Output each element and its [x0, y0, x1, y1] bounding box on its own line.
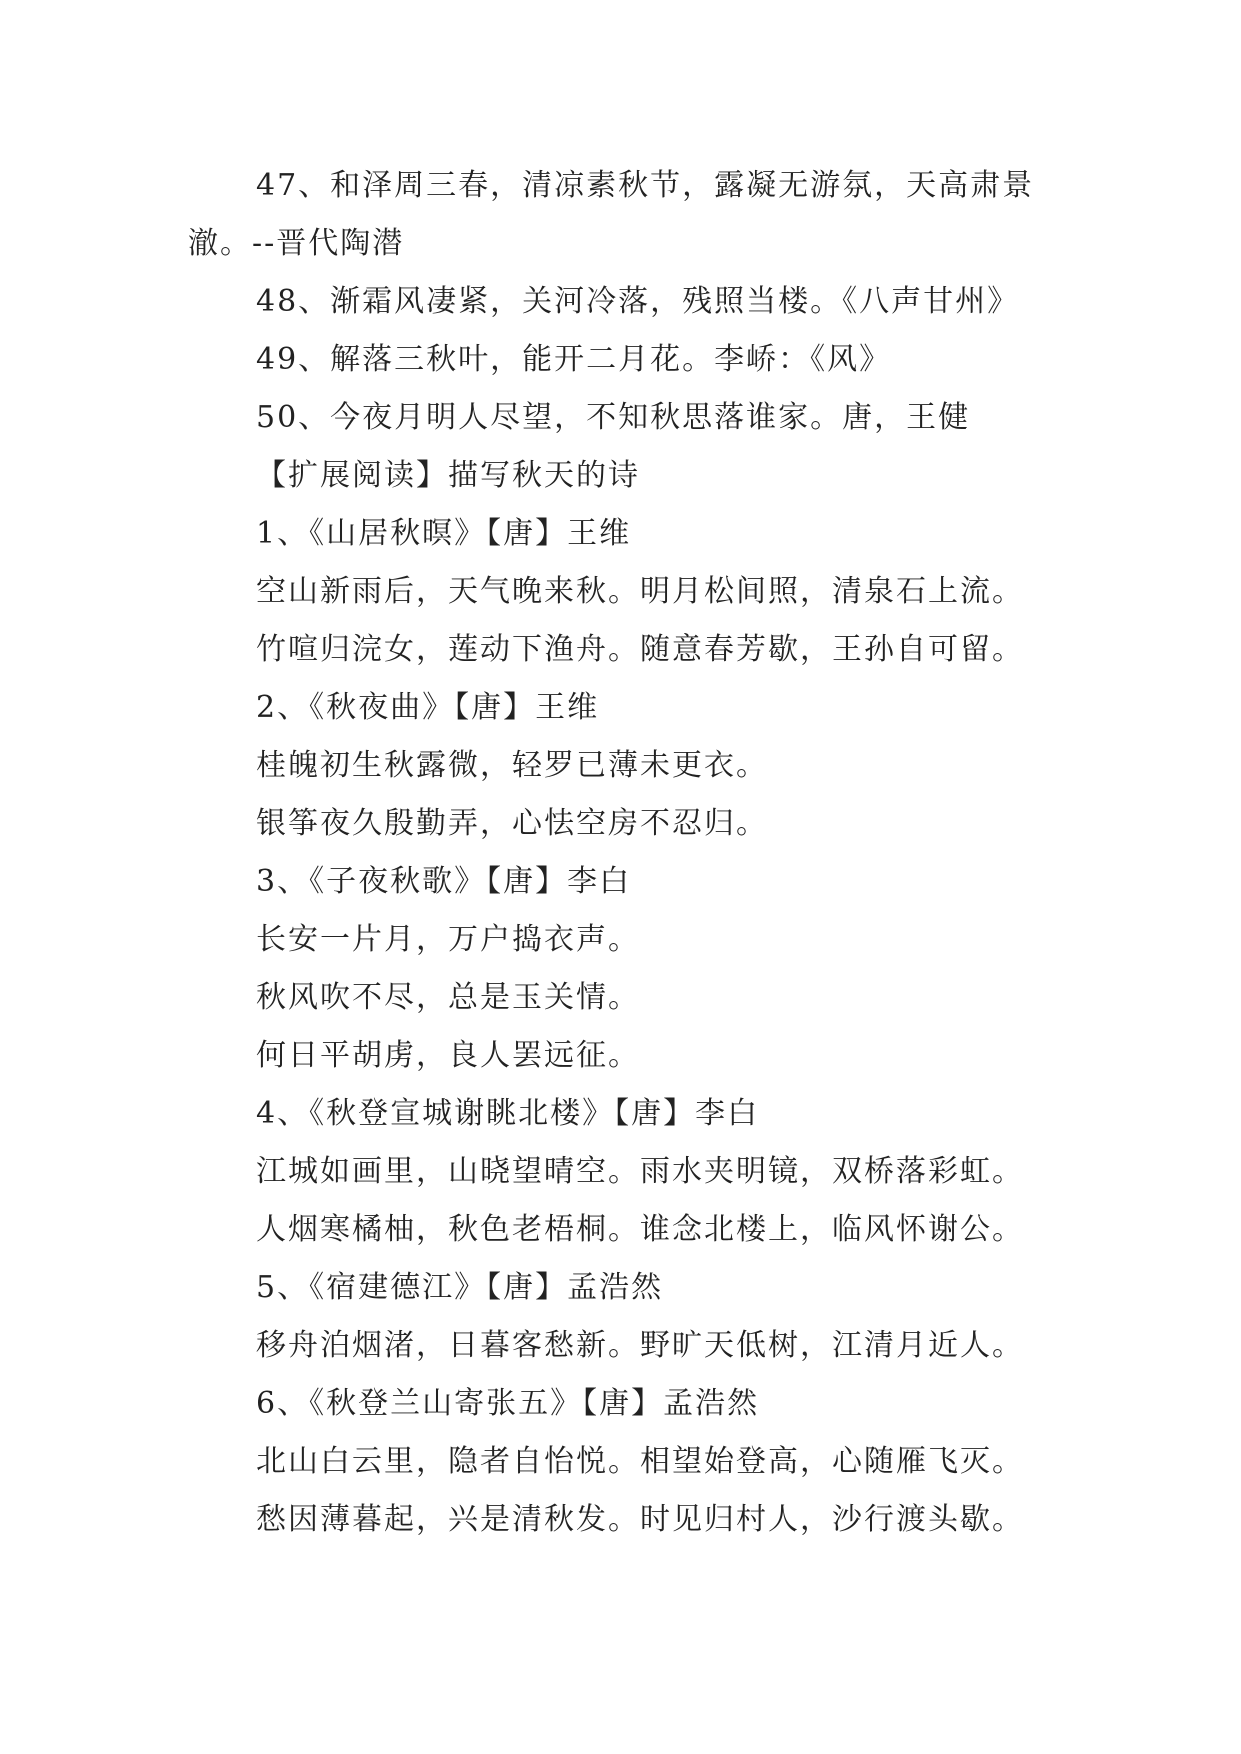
poem-line: 人烟寒橘柚，秋色老梧桐。谁念北楼上，临风怀谢公。 [256, 1212, 1024, 1247]
poem-line: 银筝夜久殷勤弄，心怯空房不忍归。 [256, 806, 768, 841]
poem-line: 江城如画里，山晓望晴空。雨水夹明镜，双桥落彩虹。 [256, 1154, 1024, 1189]
poem-title-3: 3、《子夜秋歌》【唐】李白 [256, 864, 632, 899]
text-line-50: 50、今夜月明人尽望，不知秋思落谁家。唐，王健 [256, 400, 971, 435]
poem-line: 桂魄初生秋露微，轻罗已薄未更衣。 [256, 748, 768, 783]
poem-title-4: 4、《秋登宣城谢眺北楼》【唐】李白 [256, 1096, 760, 1131]
poem-line: 移舟泊烟渚，日暮客愁新。野旷天低树，江清月近人。 [256, 1328, 1024, 1363]
poem-line: 秋风吹不尽，总是玉关情。 [256, 980, 640, 1015]
poem-line: 愁因薄暮起，兴是清秋发。时见归村人，沙行渡头歇。 [256, 1502, 1024, 1537]
poem-line: 竹喧归浣女，莲动下渔舟。随意春芳歇，王孙自可留。 [256, 632, 1024, 667]
poem-line: 长安一片月，万户捣衣声。 [256, 922, 640, 957]
text-line-48: 48、渐霜风凄紧，关河冷落，残照当楼。《八声甘州》 [256, 284, 1020, 319]
poem-title-1: 1、《山居秋暝》【唐】王维 [256, 516, 632, 551]
text-line-49: 49、解落三秋叶，能开二月花。李峤：《风》 [256, 342, 892, 377]
poem-title-5: 5、《宿建德江》【唐】孟浩然 [256, 1270, 664, 1305]
poem-title-2: 2、《秋夜曲》【唐】王维 [256, 690, 600, 725]
poem-line: 空山新雨后，天气晚来秋。明月松间照，清泉石上流。 [256, 574, 1024, 609]
poem-line: 何日平胡虏，良人罢远征。 [256, 1038, 640, 1073]
poem-line: 北山白云里，隐者自怡悦。相望始登高，心随雁飞灭。 [256, 1444, 1024, 1479]
section-heading: 【扩展阅读】描写秋天的诗 [256, 458, 640, 493]
text-line-47-continued: 澈。--晋代陶潜 [188, 226, 405, 261]
poem-title-6: 6、《秋登兰山寄张五》【唐】孟浩然 [256, 1386, 760, 1421]
text-line-47: 47、和泽周三春，清凉素秋节，露凝无游氛，天高肃景 [256, 168, 1035, 203]
